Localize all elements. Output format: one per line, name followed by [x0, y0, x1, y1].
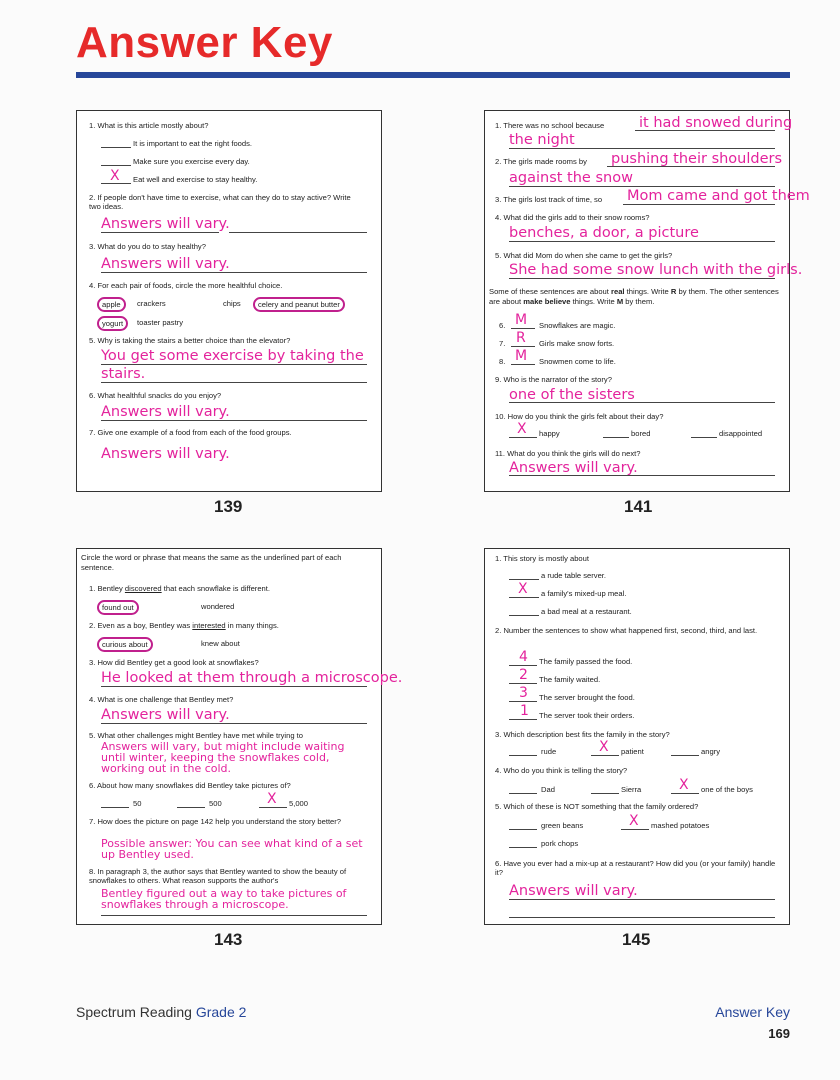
question-2: 2. If people don't have time to exercise, what can they do to stay active? Write two ideas.: [89, 193, 351, 211]
answer-line: [607, 166, 775, 167]
answer-blank: [509, 719, 537, 720]
answer-blank: [691, 437, 717, 438]
answer-blank: [621, 829, 649, 830]
option-text: 5,000: [289, 799, 309, 808]
food-choice: chips: [223, 299, 241, 308]
answer-7: Possible answer: You can see what kind of a set up Bentley used.: [101, 837, 363, 861]
page-number-141: 141: [624, 497, 653, 516]
answer-blank: [591, 755, 619, 756]
answer-line: [101, 272, 367, 273]
answer-line: [101, 723, 367, 724]
sentence-text: Snowmen come to life.: [539, 357, 616, 366]
food-choice: crackers: [137, 299, 166, 308]
page-number-139: 139: [214, 497, 243, 516]
option-text: one of the boys: [701, 785, 753, 794]
option-text: a rude table server.: [541, 571, 607, 580]
answer-mark: X: [518, 581, 528, 597]
answer-line: [509, 917, 775, 918]
option-text: Make sure you exercise every day.: [133, 157, 250, 166]
event-text: The server brought the food.: [539, 693, 635, 702]
page-number-145: 145: [622, 930, 651, 949]
event-text: The server took their orders.: [539, 711, 635, 720]
answer-blank: [509, 665, 537, 666]
answer-blank: [509, 597, 539, 598]
food-choice: toaster pastry: [137, 318, 184, 327]
answer-line: [509, 241, 775, 242]
food-choice-circled: apple: [97, 297, 126, 312]
question-5: 5. What did Mom do when she came to get the girls?: [495, 251, 673, 260]
sentence-number: 6.: [499, 321, 506, 330]
option-text: green beans: [541, 821, 584, 830]
answer-mark: X: [599, 739, 609, 755]
answer-blank: [511, 346, 535, 347]
question-2: 2. Even as a boy, Bentley was interested in many things.: [89, 621, 279, 630]
option-text: rude: [541, 747, 557, 756]
answer-blank: [101, 147, 131, 148]
question-1: 1. There was no school because: [495, 121, 605, 130]
answer-mark: X: [267, 791, 277, 807]
instructions: Some of these sentences are about real things. Write R by them. The other sentences are about make believe things. Write M by them.: [489, 287, 779, 306]
question-11: 11. What do you think the girls will do next?: [495, 449, 641, 458]
footer-brand: [76, 1004, 246, 1020]
option-text: angry: [701, 747, 720, 756]
question-3: 3. What do you do to stay healthy?: [89, 242, 206, 251]
footer-page-number: 169: [768, 1026, 790, 1041]
sequence-number: 4: [519, 649, 528, 665]
answer-blank: [509, 829, 537, 830]
answer-4: benches, a door, a picture: [509, 225, 699, 241]
question-3: 3. Which description best fits the family in the story?: [495, 730, 670, 739]
page-139-panel: [76, 110, 382, 492]
answer-blank: [509, 793, 537, 794]
question-3: 3. How did Bentley get a good look at snowflakes?: [89, 658, 259, 667]
answer-line: [623, 204, 775, 205]
answer-6: Answers will vary.: [101, 404, 230, 420]
answer-blank: [511, 328, 535, 329]
answer-blank: [509, 755, 537, 756]
answer-3: Mom came and got them: [627, 188, 810, 204]
answer-3: Answers will vary.: [101, 256, 230, 272]
footer-brand-name: Spectrum Reading: [76, 1004, 192, 1020]
answer-blank: [671, 755, 699, 756]
answer-3: He looked at them through a microscope.: [101, 670, 403, 686]
answer-blank: [509, 615, 539, 616]
answer-line: [509, 475, 775, 476]
option-text: patient: [621, 747, 644, 756]
sequence-number: 3: [519, 685, 528, 701]
answer-line: [509, 186, 775, 187]
option-text: happy: [539, 429, 560, 438]
page-145-panel: [484, 548, 790, 925]
answer-blank: [509, 683, 537, 684]
answer-2: pushing their shoulders: [611, 151, 783, 167]
answer-blank: [509, 847, 537, 848]
option-text: bored: [631, 429, 651, 438]
answer-line: [101, 232, 219, 233]
answer-mark: X: [679, 777, 689, 793]
option-text: Dad: [541, 785, 555, 794]
answer-mark: R: [516, 330, 526, 346]
answer-blank: [591, 793, 619, 794]
question-1: 1. This story is mostly about: [495, 554, 589, 563]
question-2: 2. The girls made rooms by: [495, 157, 587, 166]
answer-blank: [259, 807, 287, 808]
answer-blank: [509, 701, 537, 702]
instructions: Circle the word or phrase that means the same as the underlined part of each sentence.: [81, 553, 342, 572]
question-6: 6. Have you ever had a mix-up at a restaurant? How did you (or your family) handle it?: [495, 859, 776, 877]
question-5: 5. Which of these is NOT something that the family ordered?: [495, 802, 699, 811]
event-text: The family waited.: [539, 675, 601, 684]
question-4: 4. What did the girls add to their snow rooms?: [495, 213, 650, 222]
answer-blank: [509, 437, 537, 438]
sequence-number: 2: [519, 667, 528, 683]
option-text: Eat well and exercise to stay healthy.: [133, 175, 258, 184]
question-7: 7. How does the picture on page 142 help you understand the story better?: [89, 817, 342, 826]
answer-blank: [511, 364, 535, 365]
sequence-number: 1: [520, 703, 529, 719]
answer-line: [229, 232, 367, 233]
answer-blank: [509, 579, 539, 580]
answer-6: Answers will vary.: [509, 883, 638, 899]
answer-1: the night: [509, 132, 575, 148]
question-2: 2. Number the sentences to show what happened first, second, third, and last.: [495, 626, 758, 635]
choice: knew about: [201, 639, 240, 648]
answer-mark: X: [629, 813, 639, 829]
question-4: 4. Who do you think is telling the story?: [495, 766, 628, 775]
choice-circled: found out: [97, 600, 139, 615]
answer-line: [101, 915, 367, 916]
question-6: 6. About how many snowflakes did Bentley take pictures of?: [89, 781, 291, 790]
page-141-panel: [484, 110, 810, 492]
answer-2: against the snow: [509, 170, 633, 186]
option-text: pork chops: [541, 839, 579, 848]
answer-9: one of the sisters: [509, 387, 635, 403]
answer-blank: [101, 807, 129, 808]
answer-mark: M: [515, 348, 528, 364]
page-title: Answer Key: [76, 18, 333, 67]
answer-7: Answers will vary.: [101, 446, 230, 462]
answer-line: [509, 402, 775, 403]
question-4: 4. What is one challenge that Bentley met?: [89, 695, 234, 704]
question-5: 5. Why is taking the stairs a better choice than the elevator?: [89, 336, 291, 345]
page-number-143: 143: [214, 930, 243, 949]
answer-line: [509, 278, 775, 279]
answer-blank: [603, 437, 629, 438]
sentence-text: Girls make snow forts.: [539, 339, 615, 348]
answer-8: Bentley figured out a way to take pictures of snowflakes through a microscope.: [101, 887, 347, 911]
answer-4: Answers will vary.: [101, 707, 230, 723]
answer-line: [101, 686, 367, 687]
answer-blank: [101, 165, 131, 166]
answer-2: Answers will vary.: [101, 216, 230, 232]
question-5: 5. What other challenges might Bentley have met while trying to: [89, 731, 304, 740]
option-text: a family's mixed-up meal.: [541, 589, 627, 598]
answer-5: She had some snow lunch with the girls.: [509, 262, 803, 278]
question-1: 1. Bentley discovered that each snowflake is different.: [89, 584, 271, 593]
answer-blank: [671, 793, 699, 794]
title-rule: [76, 72, 790, 78]
question-9: 9. Who is the narrator of the story?: [495, 375, 612, 384]
sentence-text: Snowflakes are magic.: [539, 321, 616, 330]
option-text: mashed potatoes: [651, 821, 710, 830]
answer-mark: X: [110, 168, 120, 184]
sentence-number: 7.: [499, 339, 506, 348]
choice-circled: curious about: [97, 637, 153, 652]
event-text: The family passed the food.: [539, 657, 633, 666]
question-10: 10. How do you think the girls felt about their day?: [495, 412, 664, 421]
question-1: 1. What is this article mostly about?: [89, 121, 209, 130]
answer-line: [509, 899, 775, 900]
question-3: 3. The girls lost track of time, so: [495, 195, 603, 204]
answer-line: [509, 148, 775, 149]
footer-grade: Grade 2: [195, 1004, 247, 1020]
answer-blank: [177, 807, 205, 808]
answer-5: You get some exercise by taking the: [101, 348, 364, 364]
answer-line: [101, 382, 367, 383]
footer-section-label: Answer Key: [715, 1004, 790, 1020]
option-text: disappointed: [719, 429, 763, 438]
question-4: 4. For each pair of foods, circle the more healthful choice.: [89, 281, 283, 290]
answer-11: Answers will vary.: [509, 460, 638, 476]
answer-1: it had snowed during: [639, 115, 793, 131]
page-143-panel: [76, 548, 403, 925]
question-7: 7. Give one example of a food from each of the food groups.: [89, 428, 292, 437]
option-text: 500: [209, 799, 222, 808]
choice: wondered: [201, 602, 235, 611]
answer-line: [101, 420, 367, 421]
answer-line: [635, 130, 775, 131]
option-text: Sierra: [621, 785, 642, 794]
option-text: a bad meal at a restaurant.: [541, 607, 632, 616]
answer-mark: M: [515, 312, 528, 328]
answer-5: Answers will vary, but might include waiting until winter, keeping the snowflakes cold, working out in the cold.: [101, 740, 345, 775]
question-6: 6. What healthful snacks do you enjoy?: [89, 391, 222, 400]
option-text: It is important to eat the right foods.: [133, 139, 253, 148]
answer-mark: X: [517, 421, 527, 437]
answer-line: [101, 364, 367, 365]
question-8: 8. In paragraph 3, the author says that Bentley wanted to show the beauty of snowflakes to others. What reason supports the author's: [89, 867, 347, 885]
food-choice-circled: yogurt: [97, 316, 128, 331]
answer-5: stairs.: [101, 366, 146, 382]
option-text: 50: [133, 799, 142, 808]
food-choice-circled: celery and peanut butter: [253, 297, 345, 312]
sentence-number: 8.: [499, 357, 506, 366]
